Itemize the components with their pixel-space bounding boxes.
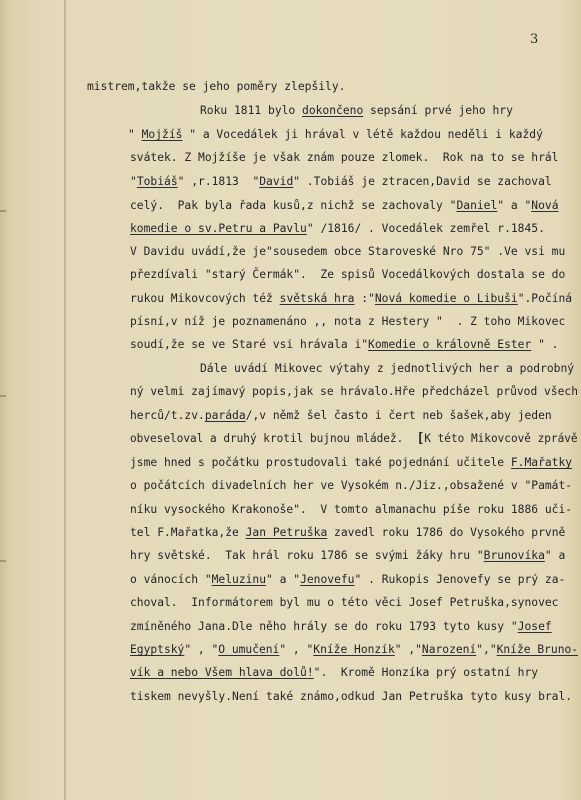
text-segment: Roku 1811 bylo	[200, 104, 303, 117]
text-segment: " a "	[266, 573, 301, 586]
text-line	[130, 151, 558, 165]
underlined-title: Brunovíka	[483, 549, 545, 562]
text-segment: " a Vocedálek ji hrával v létě každou neděli i každý	[182, 128, 543, 141]
text-segment: tiskem nevyšly.Není také známo,odkud Jan Petruška tyto kusy bral.	[130, 690, 573, 703]
text-segment: "	[128, 128, 142, 141]
text-line	[130, 315, 565, 329]
text-segment: Dále uvádí Mikovec výtahy z jednotlivých her a podrobný	[200, 362, 575, 375]
text-segment: "	[130, 175, 137, 188]
text-segment: V Davidu uvádí,že je"sousedem obce Staroveské Nro 75" .Ve vsi mu	[130, 245, 566, 258]
underlined-title: Jenovefu	[300, 573, 355, 586]
text-line	[130, 222, 545, 236]
text-segment: celý. Pak byla řada kusů,z nichž se zachovaly "	[130, 199, 457, 212]
text-segment: " , "	[279, 643, 314, 656]
text-line	[130, 620, 552, 634]
text-segment: ","	[476, 643, 497, 656]
text-line	[130, 175, 552, 189]
text-segment: obveseloval a druhý krotil bujnou mládež.	[130, 432, 417, 445]
text-line	[130, 479, 572, 493]
underlined-title: komedie o sv.Petru a Pavlu	[130, 222, 307, 235]
text-line	[200, 362, 574, 376]
underlined-title: světská hra	[279, 292, 355, 305]
text-segment: tel F.Mařatka,že	[130, 526, 246, 539]
text-line	[200, 104, 513, 118]
text-segment: zavedl roku 1786 do Vysokého prvně	[327, 526, 566, 539]
underlined-title: Josef	[517, 620, 552, 633]
text-segment: hry světské. Tak hrál roku 1786 se svými žáky hru "	[130, 549, 484, 562]
text-segment: " ,"	[394, 643, 422, 656]
underlined-title: O umučení	[218, 643, 280, 656]
text-segment: jsme hned s počátku prostudovali také pojednání učitele	[130, 456, 511, 469]
text-segment: písní,v níž je poznamenáno ,, nota z Hestery " . Z toho Mikovec	[130, 315, 566, 328]
text-segment: " a	[544, 549, 566, 562]
text-segment: o počátcích divadelních her ve Vysokém n./Jiz.,obsažené v "Památ-	[130, 479, 573, 492]
text-line	[130, 573, 565, 587]
bracket-mark: [	[416, 431, 425, 446]
text-segment: /,v němž šel často i čert neb šašek,aby jeden	[245, 409, 552, 422]
text-line	[130, 268, 565, 282]
text-line	[130, 690, 572, 704]
text-segment: " ,r.1813 "	[177, 175, 260, 188]
text-line	[130, 385, 578, 399]
text-segment: sepsání prvé jeho hry	[363, 104, 513, 117]
text-line	[130, 503, 572, 517]
text-segment: K této Mikovcově zprávě	[424, 432, 578, 445]
text-segment: choval. Informátorem byl mu o této věci Josef Petruška,synovec	[130, 596, 559, 609]
text-segment: " . Rukopis Jenovefy se prý za-	[354, 573, 566, 586]
text-segment: ný velmi zajímavý popis,jak se hrávalo.Hře předcházel průvod všech	[130, 385, 578, 398]
text-line	[87, 80, 345, 94]
text-segment: " .Tobiáš je ztracen,David se zachoval	[293, 175, 552, 188]
text-segment: svátek. Z Mojžíše je však znám pouze zlomek. Rok na to se hrál	[130, 151, 559, 164]
text-segment: o vánocích "	[130, 573, 212, 586]
page-number: 3	[530, 32, 539, 47]
text-line	[130, 338, 559, 352]
underlined-title: Meluzinu	[211, 573, 267, 586]
text-line	[130, 456, 572, 470]
text-segment: " .	[531, 338, 559, 351]
text-line	[130, 245, 565, 259]
underlined-title: Jan Petruška	[245, 526, 328, 539]
underlined-title: Kníže Honzík	[313, 643, 395, 656]
underlined-title: Narození	[421, 643, 477, 656]
underlined-title: F.Mařatky	[510, 456, 573, 469]
text-line	[128, 128, 543, 142]
text-segment: :"	[354, 292, 375, 305]
underlined-title: Nová	[531, 199, 559, 212]
text-line	[130, 643, 578, 657]
text-line	[130, 526, 565, 540]
text-segment: " a "	[497, 199, 532, 212]
text-line	[130, 292, 572, 306]
text-segment: " /1816/ . Vocedálek zemřel r.1845.	[306, 222, 545, 235]
text-line	[130, 409, 552, 423]
underlined-title: Kníže Bruno-	[496, 643, 579, 656]
underlined-title: Mojžíš	[141, 128, 183, 141]
text-segment: herců/t.zv.	[130, 409, 205, 422]
underlined-title: Daniel	[456, 199, 498, 212]
text-line	[130, 199, 559, 213]
text-segment: zmíněného Jana.Dle něho hrály se do roku 1793 tyto kusy "	[130, 620, 518, 633]
underlined-title: paráda	[204, 409, 246, 422]
text-segment: mistrem,takže se jeho poměry zlepšily.	[87, 80, 346, 93]
text-segment: rukou Mikovcových též	[130, 292, 280, 305]
text-segment: ".Počíná	[517, 292, 573, 305]
underlined-title: Tobiáš	[136, 175, 178, 188]
underlined-title: Nová komedie o Libuši	[374, 292, 518, 305]
text-line	[130, 549, 565, 563]
text-segment: přezdívali "starý Čermák". Ze spisů Vocedálkových dostala se do	[130, 268, 566, 281]
underlined-title: David	[259, 175, 294, 188]
text-segment: ". Kromě Honzíka prý ostatní hry	[313, 666, 539, 679]
text-segment: soudí,že se ve Staré vsi hrávala i"	[130, 338, 369, 351]
underlined-title: Egyptský	[130, 643, 185, 656]
text-segment: " , "	[184, 643, 219, 656]
underlined-title: dokončeno	[302, 104, 364, 117]
underlined-title: vík a nebo Všem hlava dolů!	[130, 666, 314, 679]
text-segment: níku vysockého Krakonoše". V tomto almanachu píše roku 1886 uči-	[130, 503, 573, 516]
underlined-title: Komedie o královně Ester	[368, 338, 532, 351]
text-line	[130, 596, 558, 610]
text-line	[130, 432, 578, 446]
text-line	[130, 666, 538, 680]
